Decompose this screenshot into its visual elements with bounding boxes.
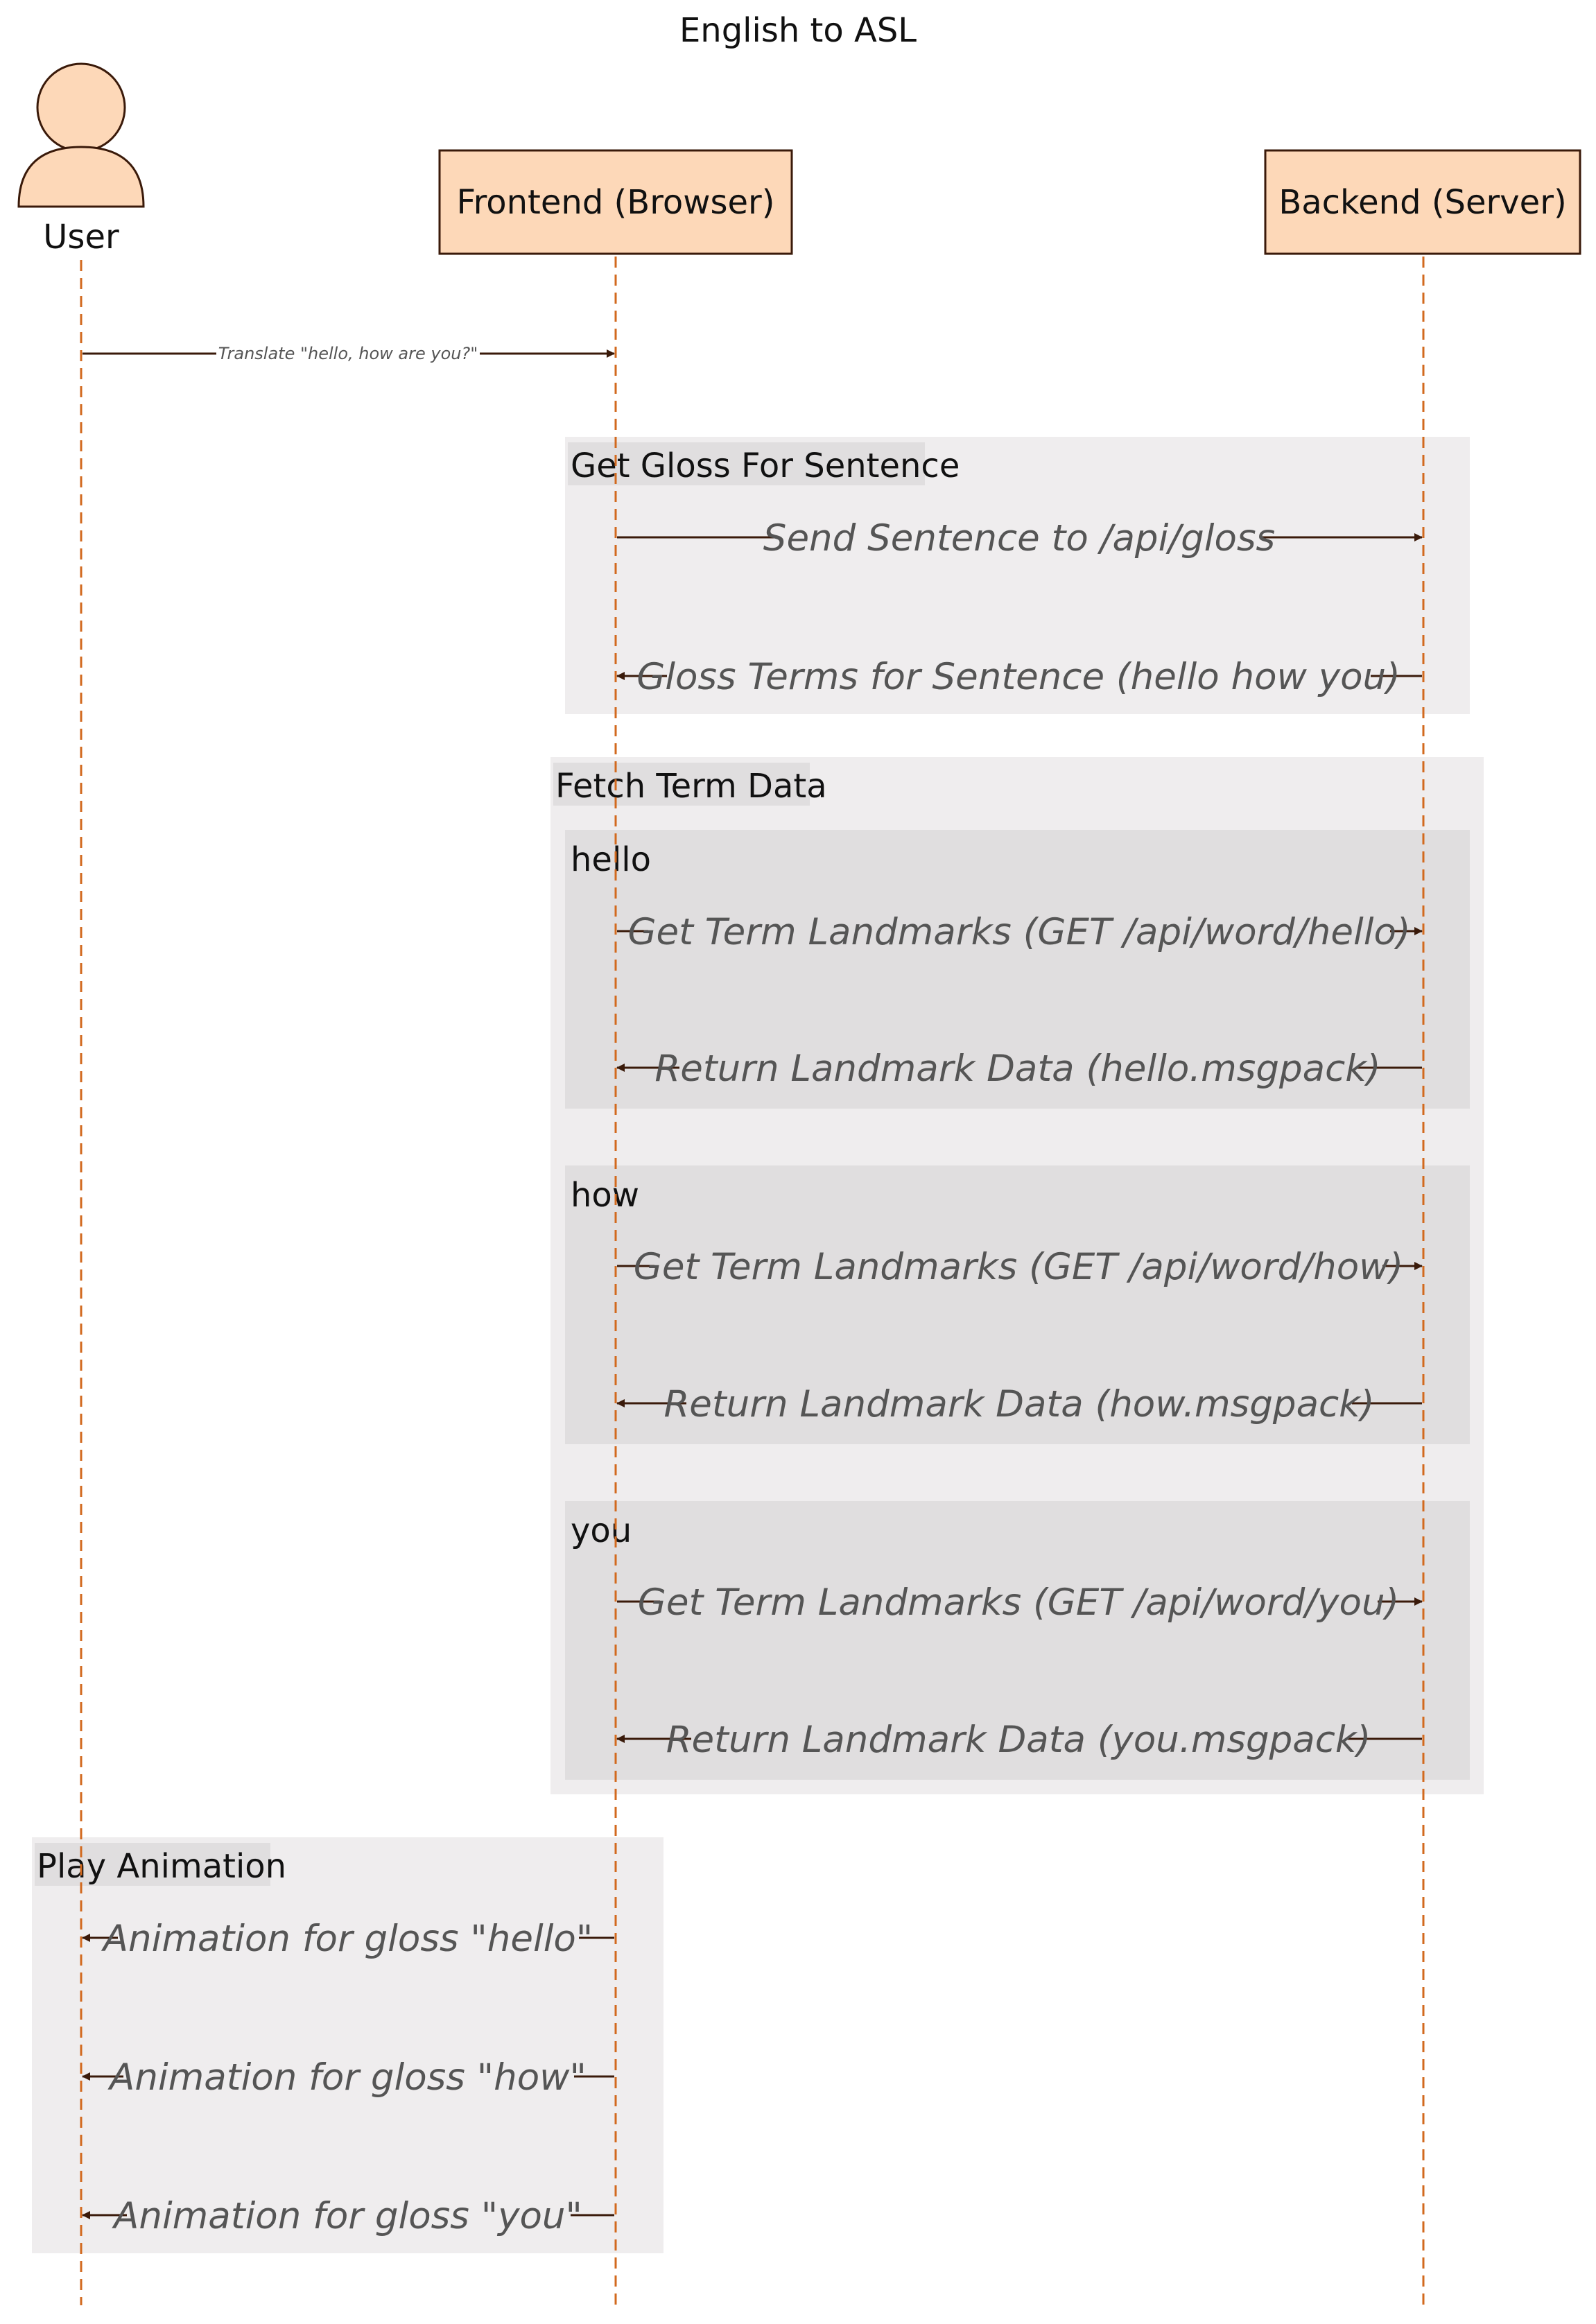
participant-label-backend: Backend (Server): [1278, 183, 1567, 222]
group-label-get-gloss: Get Gloss For Sentence: [571, 446, 960, 485]
message-anim-hello: Animation for gloss "hello": [103, 1918, 593, 1960]
message-get-hello: Get Term Landmarks (GET /api/word/hello): [627, 911, 1411, 953]
user-actor-icon: [19, 64, 144, 207]
message-return-how: Return Landmark Data (how.msgpack): [663, 1383, 1375, 1425]
message-gloss-terms: Gloss Terms for Sentence (hello how you): [636, 656, 1400, 698]
message-get-how: Get Term Landmarks (GET /api/word/how): [633, 1246, 1404, 1288]
message-return-hello: Return Landmark Data (hello.msgpack): [654, 1048, 1381, 1090]
participant-label-frontend: Frontend (Browser): [456, 183, 775, 222]
diagram-title: English to ASL: [679, 11, 917, 50]
actor-label-user: User: [43, 218, 119, 257]
message-get-you: Get Term Landmarks (GET /api/word/you): [637, 1581, 1400, 1624]
message-anim-how: Animation for gloss "how": [110, 2056, 587, 2099]
group-label-fetch-term-data: Fetch Term Data: [555, 767, 827, 806]
group-label-hello: hello: [571, 840, 651, 879]
group-label-you: you: [571, 1511, 632, 1550]
group-box-play-animation: [32, 1837, 663, 2253]
message-translate: Translate "hello, how are you?": [218, 344, 478, 363]
message-send-sentence: Send Sentence to /api/gloss: [763, 517, 1276, 560]
message-return-you: Return Landmark Data (you.msgpack): [666, 1719, 1371, 1761]
group-label-how: how: [571, 1176, 640, 1215]
group-label-play-animation: Play Animation: [37, 1847, 287, 1886]
message-anim-you: Animation for gloss "you": [114, 2195, 582, 2237]
